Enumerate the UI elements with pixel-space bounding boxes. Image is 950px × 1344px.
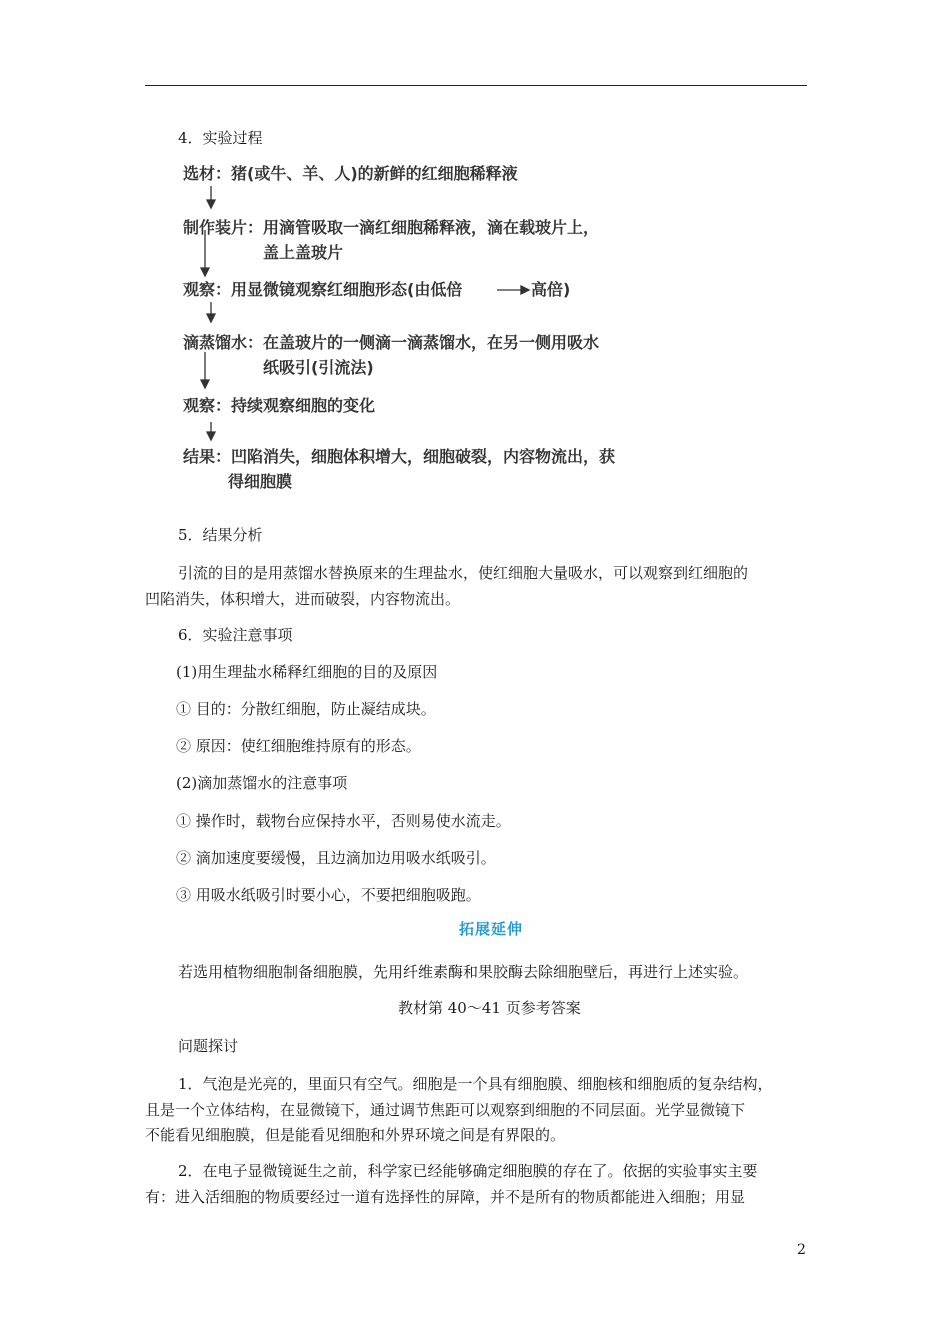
section-5-title: 5．结果分析 <box>178 526 263 544</box>
flow-step-make-slide: 制作装片：用滴管吸取一滴红细胞稀释液，滴在载玻片上， <box>183 218 600 237</box>
flow-step-observe-1-end: 高倍) <box>531 280 571 299</box>
analysis-paragraph-line-1: 引流的目的是用蒸馏水替换原来的生理盐水，使红细胞大量吸水，可以观察到红细胞的 <box>178 564 749 582</box>
answer-1-line-1: 1．气泡是光亮的，里面只有空气。细胞是一个具有细胞膜、细胞核和细胞质的复杂结构， <box>178 1075 773 1093</box>
page-number: 2 <box>797 1242 806 1258</box>
answer-2-line-2: 有：进入活细胞的物质要经过一道有选择性的屏障，并不是所有的物质都能进入细胞；用显 <box>145 1188 746 1206</box>
analysis-paragraph-line-2: 凹陷消失，体积增大，进而破裂，内容物流出。 <box>145 590 461 608</box>
note-2-item-a: ① 操作时，载物台应保持水平，否则易使水流走。 <box>176 812 511 830</box>
extension-text: 若选用植物细胞制备细胞膜，先用纤维素酶和果胶酶去除细胞壁后，再进行上述实验。 <box>178 963 749 981</box>
note-1-title: (1)用生理盐水稀释红细胞的目的及原因 <box>176 663 438 681</box>
flow-step-select-material: 选材：猪(或牛、羊、人)的新鲜的红细胞稀释液 <box>183 164 518 183</box>
discussion-title: 问题探讨 <box>178 1037 239 1055</box>
section-6-title: 6．实验注意事项 <box>178 626 293 644</box>
flow-step-observe-2: 观察：持续观察细胞的变化 <box>183 396 376 415</box>
answers-title: 教材第 40～41 页参考答案 <box>398 999 581 1017</box>
flow-step-make-slide-cont: 盖上盖玻片 <box>263 243 344 262</box>
note-2-title: (2)滴加蒸馏水的注意事项 <box>176 774 348 792</box>
answer-2-line-1: 2．在电子显微镜诞生之前，科学家已经能够确定细胞膜的存在了。依据的实验事实主要 <box>178 1162 758 1180</box>
flow-step-result: 结果：凹陷消失，细胞体积增大，细胞破裂，内容物流出，获 <box>183 447 616 466</box>
flow-step-result-cont: 得细胞膜 <box>228 472 293 491</box>
section-4-title: 4．实验过程 <box>178 129 263 147</box>
note-2-item-c: ③ 用吸水纸吸引时要小心，不要把细胞吸跑。 <box>176 886 481 904</box>
answer-1-line-2: 且是一个立体结构，在显微镜下，通过调节焦距可以观察到细胞的不同层面。光学显微镜下 <box>145 1101 746 1119</box>
experiment-flowchart <box>183 158 653 498</box>
note-1-item-b: ② 原因：使红细胞维持原有的形态。 <box>176 737 421 755</box>
flow-step-observe-1: 观察：用显微镜观察红细胞形态(由低倍 <box>183 280 463 299</box>
extension-badge: 拓展延伸 <box>455 918 527 940</box>
header-rule <box>145 85 807 86</box>
answer-1-line-3: 不能看见细胞膜，但是能看见细胞和外界环境之间是有界限的。 <box>145 1126 566 1144</box>
flow-step-add-water-cont: 纸吸引(引流法) <box>263 358 374 377</box>
flow-step-add-water: 滴蒸馏水：在盖玻片的一侧滴一滴蒸馏水，在另一侧用吸水 <box>183 333 600 352</box>
note-1-item-a: ① 目的：分散红细胞，防止凝结成块。 <box>176 700 436 718</box>
note-2-item-b: ② 滴加速度要缓慢，且边滴加边用吸水纸吸引。 <box>176 849 496 867</box>
